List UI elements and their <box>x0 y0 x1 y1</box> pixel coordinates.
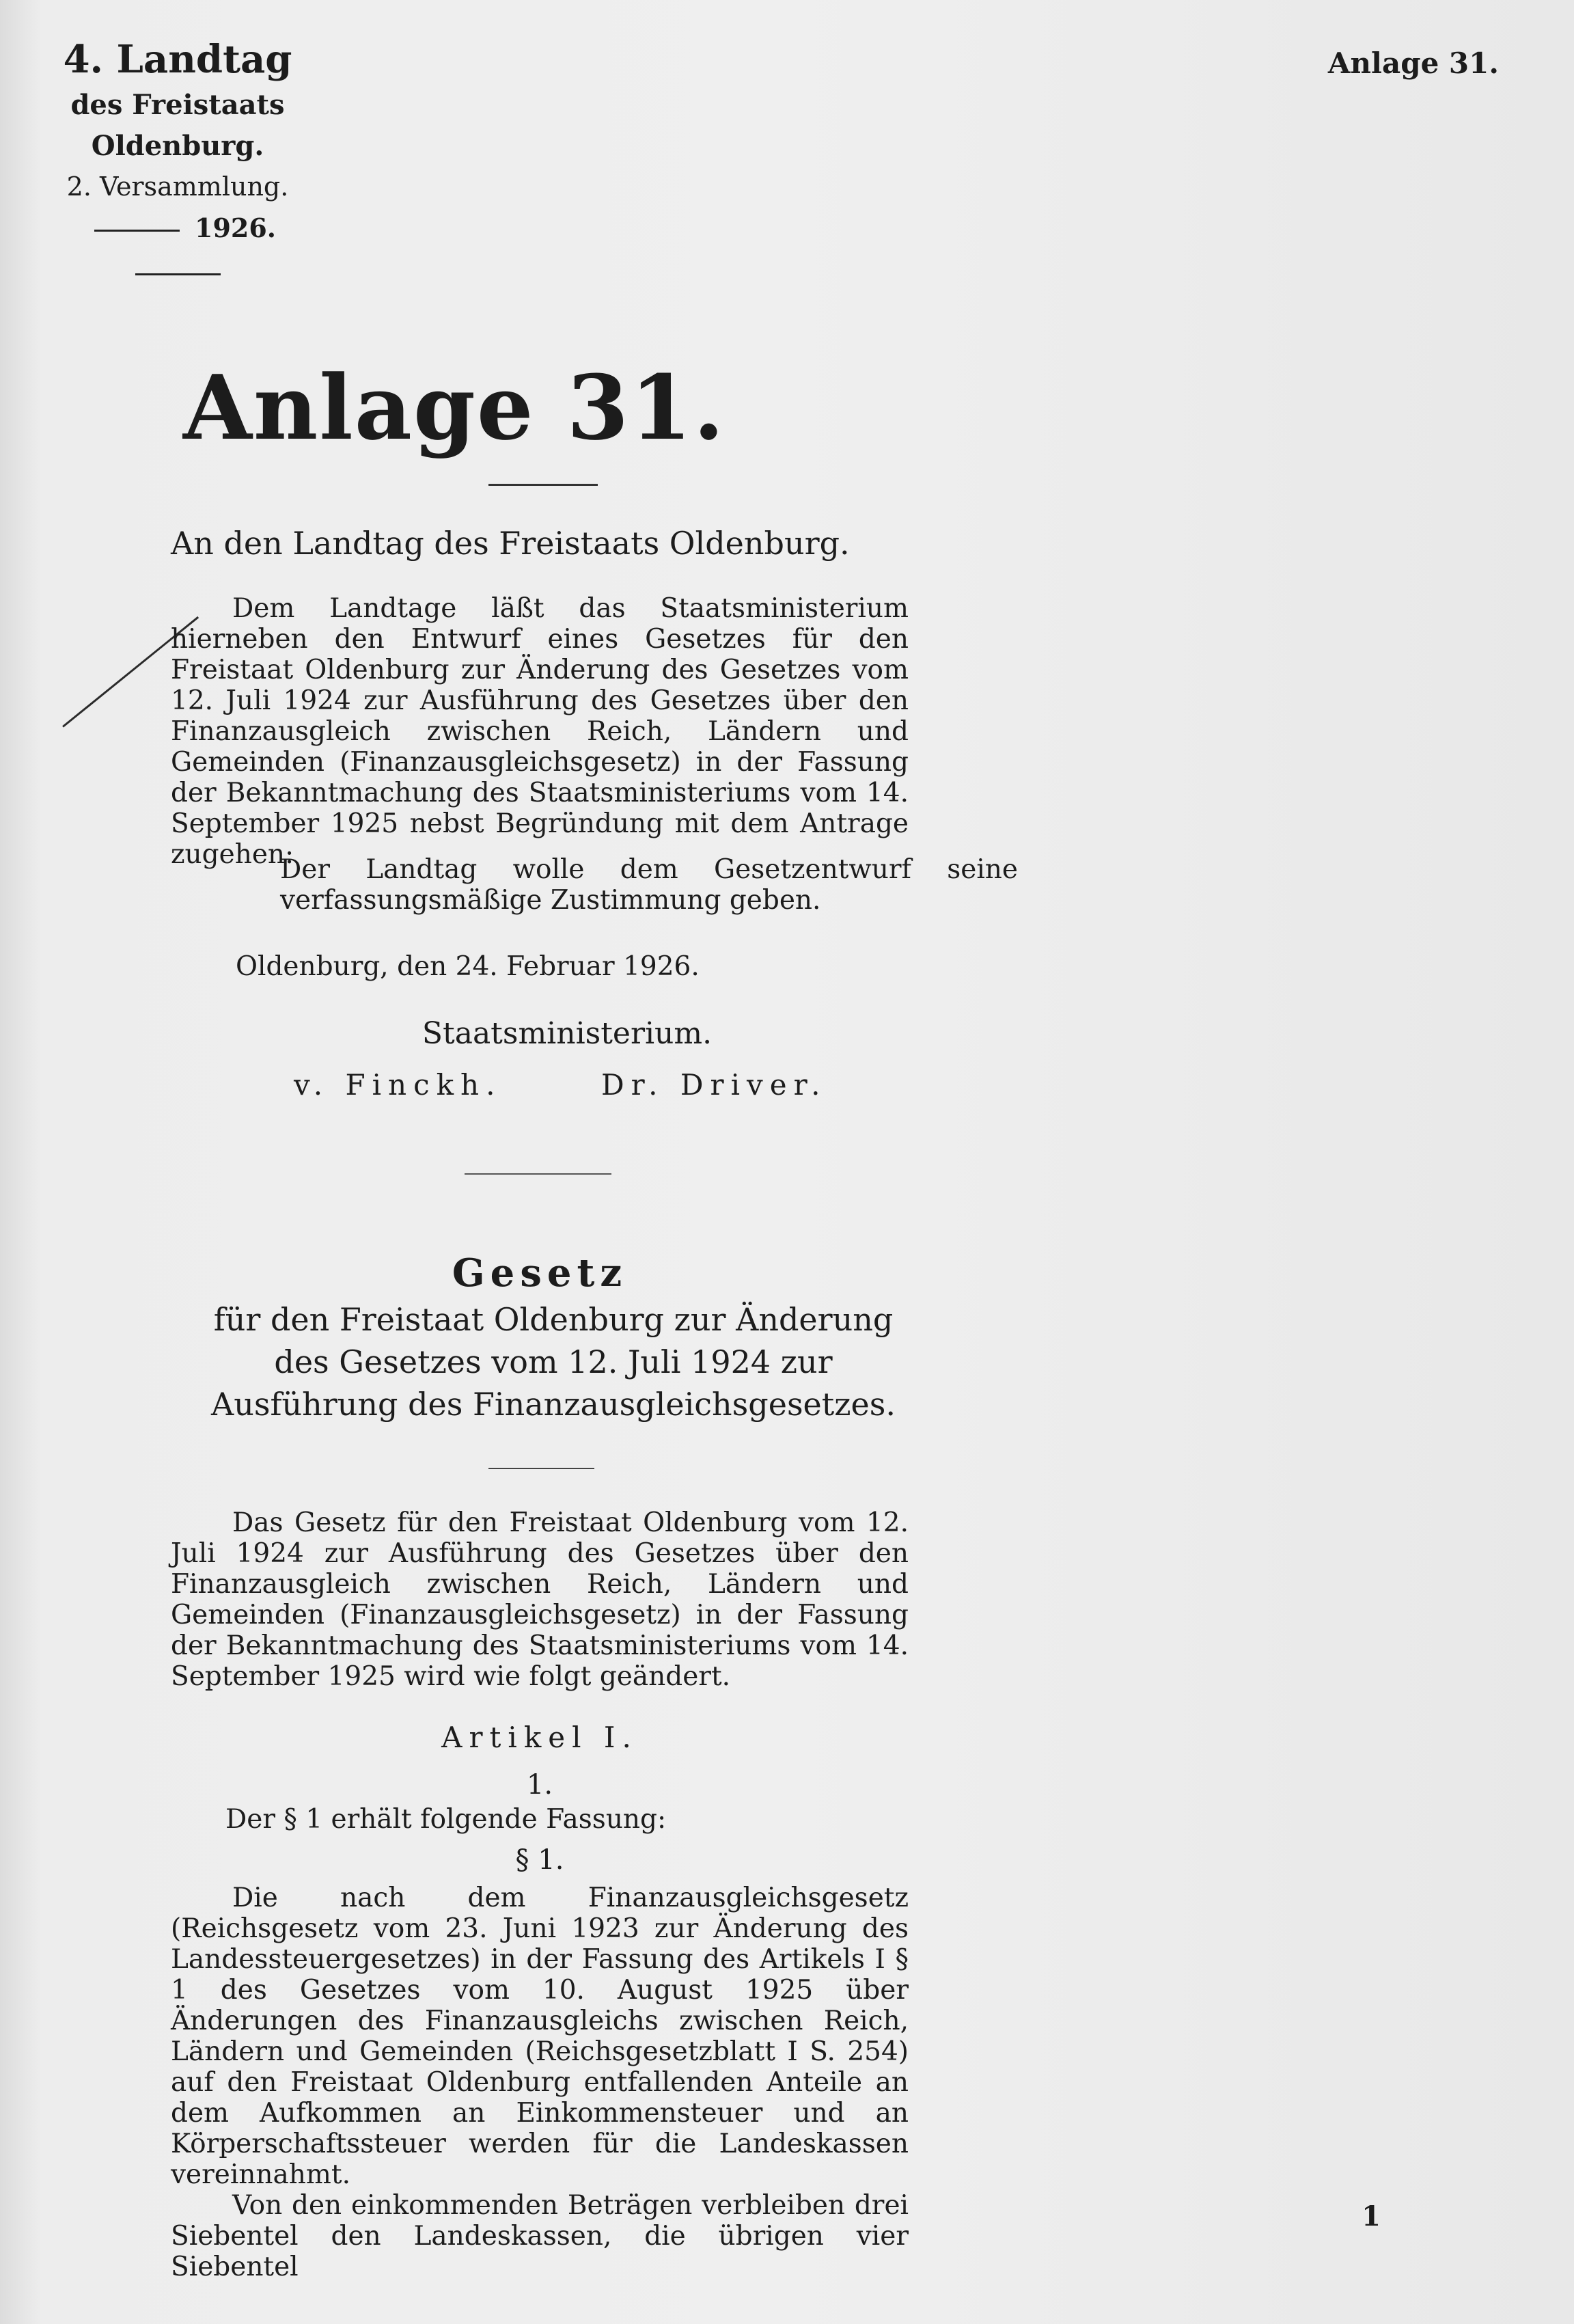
signature-finckh: v. Finckh. <box>294 1068 502 1102</box>
page-title: Anlage 31. <box>182 355 726 460</box>
header-left <box>27 34 328 294</box>
header-anlage-right: Anlage 31. <box>1327 46 1499 80</box>
page-number: 1 <box>1362 2200 1381 2232</box>
header-rule-right <box>135 273 221 275</box>
header-versammlung: 2. Versammlung. <box>66 172 289 202</box>
header-year-line <box>27 206 328 294</box>
date-line: Oldenburg, den 24. Februar 1926. <box>236 951 700 982</box>
header-freistaat: des Freistaats Oldenburg. <box>70 89 285 162</box>
section-text <box>171 1883 909 2282</box>
intro-paragraph: Dem Landtage läßt das Staatsministerium hierneben den Entwurf eines Gesetzes für den Freistaat Oldenburg zur Änderung des Gesetzes vom 12. Juli 1924 zur Ausführung des Gesetzes über den Finanzausgleich zwischen Reich, Ländern und Gemeinden (Finanzausgleichsgesetz) in der Fassung der Bekanntmachung des Staatsministeriums vom 14. September 1925 nebst Begründung mit dem Antrage zugehen: <box>171 593 909 870</box>
header-rule-left <box>94 230 180 232</box>
header-year: 1926. <box>195 213 276 243</box>
section-paragraph-2: Von den einkommenden Beträgen verbleiben drei Siebentel den Landeskassen, die übrigen vier Siebentel <box>171 2190 909 2282</box>
title-divider <box>488 484 598 486</box>
header-landtag: 4. Landtag <box>63 37 292 82</box>
ministry-label: Staatsministerium. <box>422 1016 713 1051</box>
article-heading: Artikel I. <box>441 1721 638 1754</box>
section-paragraph-1: Die nach dem Finanzausgleichsgesetz (Reichsgesetz vom 23. Juni 1923 zur Änderung des Landessteuergesetzes) in der Fassung des Artikels I § 1 des Gesetzes vom 10. August 1925 über Änderungen des Finanzausgleichs zwischen Reich, Ländern und Gemeinden (Reichsgesetzblatt I S. 254) auf den Freistaat Oldenburg entfallenden Anteile an dem Aufkommen an Einkommensteuer und an Körperschaftssteuer werden für die Landeskassen vereinnahmt. <box>171 1883 909 2190</box>
section-label: § 1. <box>515 1844 564 1876</box>
law-heading: Gesetz <box>452 1250 628 1296</box>
motion-paragraph: Der Landtag wolle dem Gesetzentwurf seine verfassungsmäßige Zustimmung geben. <box>280 854 1018 916</box>
law-title: für den Freistaat Oldenburg zur Änderung des Gesetzes vom 12. Juli 1924 zur Ausführung des Finanzausgleichsgesetzes. <box>211 1301 896 1423</box>
signature-driver: Dr. Driver. <box>601 1068 827 1102</box>
law-title-divider <box>488 1468 594 1469</box>
law-intro-paragraph: Das Gesetz für den Freistaat Oldenburg vom 12. Juli 1924 zur Ausführung des Gesetzes über den Finanzausgleich zwischen Reich, Ländern und Gemeinden (Finanzausgleichsgesetz) in der Fassung der Bekanntmachung des Staatsministeriums vom 14. September 1925 wird wie folgt geändert. <box>171 1507 909 1692</box>
item-number: 1. <box>526 1769 553 1801</box>
section-intro-line: Der § 1 erhält folgende Fassung: <box>225 1804 667 1835</box>
section-divider <box>465 1173 611 1175</box>
address-line: An den Landtag des Freistaats Oldenburg. <box>171 525 850 562</box>
